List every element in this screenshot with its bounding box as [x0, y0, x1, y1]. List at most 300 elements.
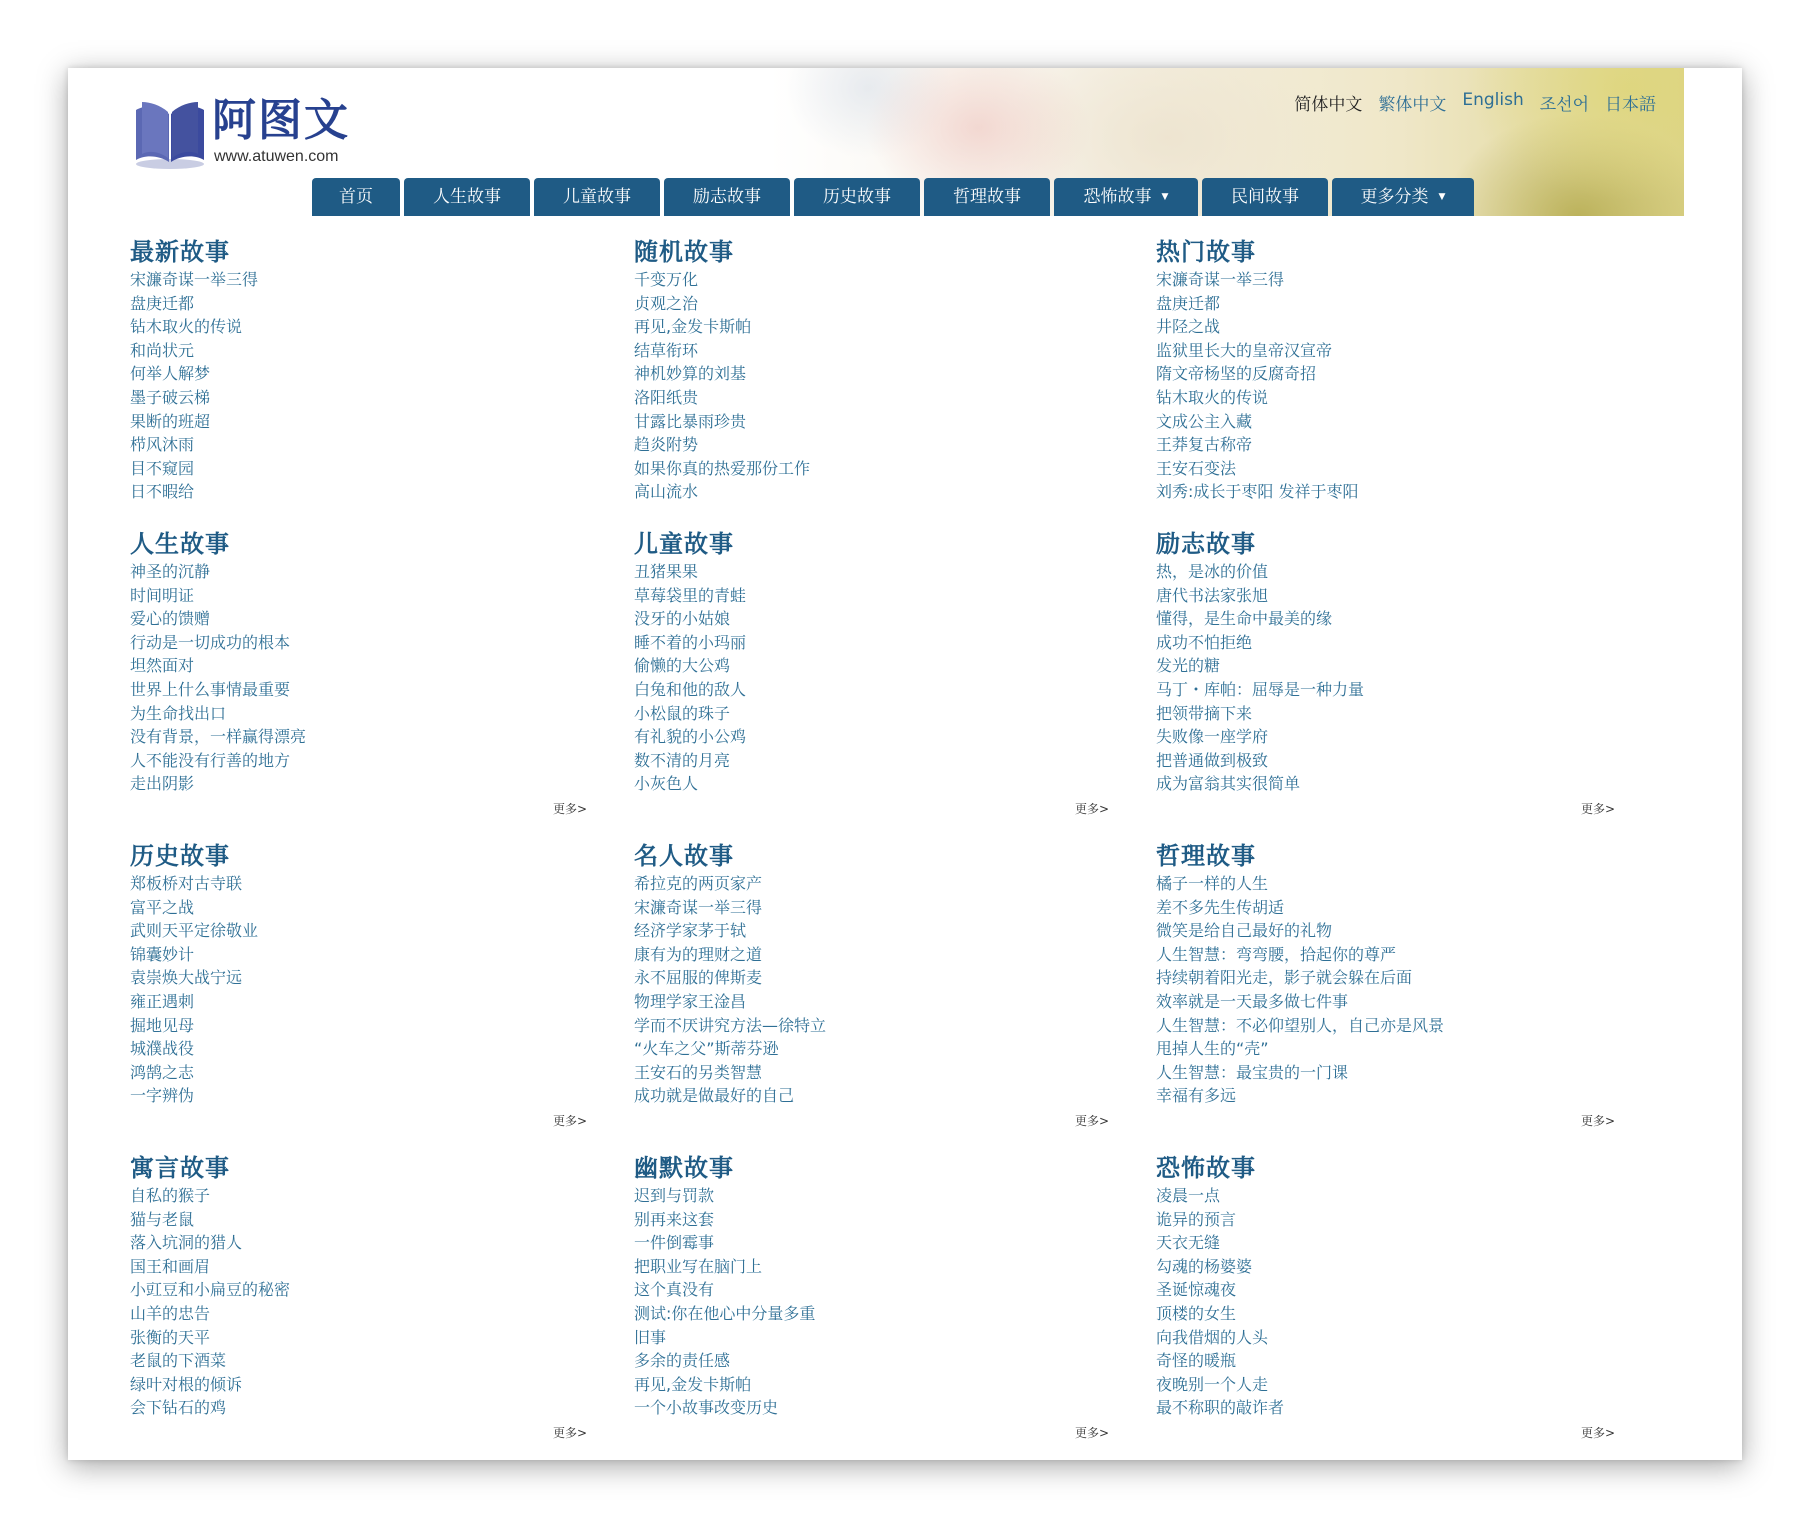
story-link[interactable]: 日不暇给: [130, 482, 195, 502]
lang-simplified-chinese[interactable]: 简体中文: [1294, 95, 1363, 115]
story-link[interactable]: 物理学家王淦昌: [634, 991, 747, 1011]
story-link[interactable]: 夜晚别一个人走: [1156, 1374, 1269, 1394]
story-link[interactable]: 盘庚迁都: [1156, 293, 1221, 313]
list-item: [634, 1302, 1104, 1326]
story-link[interactable]: 幸福有多远: [1156, 1086, 1237, 1106]
story-link[interactable]: 把普通做到极致: [1156, 750, 1269, 770]
list-item: [634, 292, 1104, 316]
list-item: [634, 1326, 1104, 1350]
nav-label: 历史故事: [823, 187, 891, 207]
nav-label: 更多分类: [1360, 187, 1429, 207]
story-link[interactable]: 行动是一切成功的根本: [130, 632, 291, 652]
story-link[interactable]: 热，是冰的价值: [1156, 562, 1269, 581]
story-link[interactable]: 成功不怕拒绝: [1156, 632, 1253, 652]
story-link[interactable]: 失败像一座学府: [1156, 727, 1269, 747]
story-list: [1156, 560, 1626, 796]
list-item: [1156, 990, 1626, 1014]
list-item: [1156, 1326, 1626, 1350]
story-link[interactable]: 老鼠的下酒菜: [130, 1351, 227, 1371]
list-item: [634, 1373, 1104, 1397]
list-item: [634, 749, 1104, 773]
story-section: [634, 236, 1104, 504]
story-link[interactable]: 城濮战役: [130, 1039, 195, 1059]
section-title[interactable]: 人生故事: [130, 530, 230, 558]
list-item: [130, 702, 600, 726]
story-link[interactable]: 甘露比暴雨珍贵: [634, 411, 747, 431]
story-section: [130, 1152, 600, 1420]
story-link[interactable]: 人生智慧：弯弯腰，拾起你的尊严: [1156, 944, 1397, 964]
list-item: [1156, 1373, 1626, 1397]
list-item: [130, 1326, 600, 1350]
list-item: [634, 990, 1104, 1014]
list-item: [1156, 654, 1626, 678]
nav-label: 恐怖故事: [1083, 187, 1152, 207]
list-item: [634, 631, 1104, 655]
story-link[interactable]: 永不屈服的俾斯麦: [634, 968, 763, 988]
list-item: [130, 654, 600, 678]
list-item: [130, 1302, 600, 1326]
story-link[interactable]: 旧事: [634, 1327, 667, 1347]
list-item: [1156, 749, 1626, 773]
story-link[interactable]: 何举人解梦: [130, 364, 211, 384]
section-title[interactable]: 哲理故事: [1156, 842, 1256, 870]
list-item: [1156, 1061, 1626, 1085]
list-item: [130, 678, 600, 702]
story-link[interactable]: 橘子一样的人生: [1156, 874, 1269, 893]
story-link[interactable]: 贞观之治: [634, 293, 699, 313]
story-link[interactable]: 王莽复古称帝: [1156, 435, 1253, 455]
list-item: [634, 943, 1104, 967]
logo-title: 阿图文: [212, 95, 350, 146]
list-item: [1156, 772, 1626, 796]
list-item: [1156, 1184, 1626, 1208]
more-link[interactable]: 更多>: [1581, 1114, 1616, 1128]
main-nav: [312, 178, 1474, 216]
more-link[interactable]: 更多>: [1075, 1426, 1110, 1440]
list-item: [130, 749, 600, 773]
nav-inspirational-stories[interactable]: [664, 178, 790, 216]
lang-japanese[interactable]: 日本語: [1605, 95, 1656, 115]
story-link[interactable]: 有礼貌的小公鸡: [634, 727, 747, 747]
list-item: [130, 772, 600, 796]
list-item: [634, 966, 1104, 990]
section-title[interactable]: 最新故事: [130, 238, 230, 266]
list-item: [634, 919, 1104, 943]
list-item: [1156, 560, 1626, 584]
list-item: [634, 1014, 1104, 1038]
more-link[interactable]: 更多>: [553, 1426, 588, 1440]
nav-life-stories[interactable]: [404, 178, 530, 216]
caret-down-icon: ▼: [1438, 192, 1446, 202]
story-section: [634, 528, 1104, 796]
list-item: [634, 480, 1104, 504]
story-link[interactable]: 成为富翁其实很简单: [1156, 774, 1301, 794]
story-link[interactable]: 马丁・库帕：屈辱是一种力量: [1156, 679, 1365, 699]
story-link[interactable]: 郑板桥对古寺联: [130, 874, 243, 893]
nav-label: 首页: [339, 187, 373, 207]
story-link[interactable]: 王安石变法: [1156, 458, 1237, 478]
story-link[interactable]: 小豇豆和小扁豆的秘密: [130, 1280, 291, 1300]
story-link[interactable]: 井陉之战: [1156, 317, 1221, 337]
list-item: [634, 410, 1104, 434]
story-link[interactable]: 小松鼠的珠子: [634, 703, 731, 723]
list-item: [634, 1349, 1104, 1373]
story-link[interactable]: 成功就是做最好的自己: [634, 1086, 795, 1106]
story-link[interactable]: 掘地见母: [130, 1015, 195, 1035]
story-list: [1156, 268, 1626, 504]
list-item: [130, 433, 600, 457]
list-item: [1156, 678, 1626, 702]
list-item: [130, 896, 600, 920]
story-link[interactable]: 天衣无缝: [1156, 1233, 1221, 1253]
list-item: [634, 433, 1104, 457]
story-link[interactable]: 鸿鹄之志: [130, 1062, 195, 1082]
list-item: [1156, 607, 1626, 631]
story-link[interactable]: 别再来这套: [634, 1209, 715, 1229]
story-link[interactable]: 山羊的忠告: [130, 1303, 211, 1323]
language-switcher: [1294, 90, 1656, 115]
story-link[interactable]: 落入坑洞的猎人: [130, 1233, 243, 1253]
nav-folk-stories[interactable]: [1202, 178, 1328, 216]
story-link[interactable]: 监狱里长大的皇帝汉宣帝: [1156, 340, 1333, 360]
list-item: [130, 966, 600, 990]
story-link[interactable]: 一件倒霉事: [634, 1233, 715, 1253]
story-link[interactable]: 刘秀:成长于枣阳 发祥于枣阳: [1156, 482, 1359, 502]
list-item: [130, 631, 600, 655]
list-item: [130, 480, 600, 504]
site-header: [108, 68, 1684, 216]
list-item: [1156, 362, 1626, 386]
story-link[interactable]: 爱心的馈赠: [130, 609, 211, 629]
story-link[interactable]: 甩掉人生的“壳”: [1156, 1039, 1269, 1059]
more-link[interactable]: 更多>: [1075, 802, 1110, 816]
page: [108, 68, 1684, 1460]
section-title[interactable]: 恐怖故事: [1156, 1154, 1256, 1182]
story-link[interactable]: 多余的责任感: [634, 1351, 731, 1371]
list-item: [1156, 315, 1626, 339]
story-link[interactable]: 人不能没有行善的地方: [130, 750, 291, 770]
list-item: [130, 607, 600, 631]
list-item: [1156, 584, 1626, 608]
story-link[interactable]: 雍正遇刺: [130, 991, 195, 1011]
story-list: [130, 560, 600, 796]
story-link[interactable]: 懂得，是生命中最美的缘: [1156, 609, 1333, 629]
story-list: [634, 1184, 1104, 1420]
section-title[interactable]: 幽默故事: [634, 1154, 734, 1182]
story-link[interactable]: 趋炎附势: [634, 435, 699, 455]
story-section: [634, 840, 1104, 1108]
list-item: [1156, 1278, 1626, 1302]
story-list: [634, 268, 1104, 504]
story-link[interactable]: 墨子破云梯: [130, 387, 211, 407]
story-link[interactable]: 猫与老鼠: [130, 1209, 195, 1229]
story-link[interactable]: 果断的班超: [130, 411, 211, 431]
list-item: [1156, 1084, 1626, 1108]
story-link[interactable]: 文成公主入藏: [1156, 411, 1253, 431]
list-item: [634, 725, 1104, 749]
story-link[interactable]: 把领带摘下来: [1156, 703, 1253, 723]
list-item: [1156, 1037, 1626, 1061]
story-link[interactable]: 奇怪的暖瓶: [1156, 1351, 1237, 1371]
more-link[interactable]: 更多>: [553, 802, 588, 816]
list-item: [1156, 292, 1626, 316]
story-link[interactable]: 没牙的小姑娘: [634, 609, 731, 629]
screenshot-frame: [68, 68, 1742, 1460]
story-link[interactable]: 宋濂奇谋一举三得: [130, 270, 259, 289]
list-item: [130, 1278, 600, 1302]
list-item: [634, 1084, 1104, 1108]
story-section: [1156, 1152, 1626, 1420]
story-link[interactable]: 差不多先生传胡适: [1156, 897, 1285, 917]
story-link[interactable]: 诡异的预言: [1156, 1209, 1237, 1229]
story-link[interactable]: 绿叶对根的倾诉: [130, 1374, 243, 1394]
story-link[interactable]: 一个小故事改变历史: [634, 1398, 779, 1418]
nav-home[interactable]: [312, 178, 400, 216]
section-title[interactable]: 热门故事: [1156, 238, 1256, 266]
story-list: [634, 872, 1104, 1108]
list-item: [1156, 268, 1626, 292]
story-link[interactable]: 康有为的理财之道: [634, 944, 763, 964]
list-item: [1156, 480, 1626, 504]
list-item: [634, 1396, 1104, 1420]
story-section: [1156, 236, 1626, 504]
list-item: [634, 457, 1104, 481]
list-item: [1156, 919, 1626, 943]
list-item: [130, 457, 600, 481]
story-link[interactable]: 持续朝着阳光走，影子就会躲在后面: [1156, 968, 1413, 988]
story-link[interactable]: 人生智慧：不必仰望别人，自己亦是风景: [1156, 1015, 1445, 1035]
story-link[interactable]: 小灰色人: [634, 774, 699, 794]
story-list: [634, 560, 1104, 796]
list-item: [634, 315, 1104, 339]
story-link[interactable]: 目不窥园: [130, 458, 195, 478]
lang-korean[interactable]: 조선어: [1539, 95, 1589, 115]
more-link[interactable]: 更多>: [1075, 1114, 1110, 1128]
list-item: [130, 990, 600, 1014]
story-link[interactable]: 向我借烟的人头: [1156, 1327, 1269, 1347]
story-link[interactable]: 再见,金发卡斯帕: [634, 1374, 752, 1394]
story-link[interactable]: 学而不厌讲究方法—徐特立: [634, 1015, 827, 1035]
section-title[interactable]: 随机故事: [634, 238, 734, 266]
list-item: [130, 1231, 600, 1255]
story-link[interactable]: 和尚状元: [130, 340, 195, 360]
story-link[interactable]: 洛阳纸贵: [634, 387, 699, 407]
story-link[interactable]: 丑猪果果: [634, 562, 699, 581]
section-title[interactable]: 儿童故事: [634, 530, 734, 558]
more-link[interactable]: 更多>: [1581, 1426, 1616, 1440]
nav-more-categories[interactable]: [1332, 178, 1474, 216]
story-list: [1156, 1184, 1626, 1420]
list-item: [130, 943, 600, 967]
list-item: [1156, 457, 1626, 481]
list-item: [130, 315, 600, 339]
story-link[interactable]: 发光的糖: [1156, 656, 1221, 676]
site-logo[interactable]: [132, 90, 362, 170]
story-link[interactable]: 神圣的沉静: [130, 562, 211, 581]
list-item: [130, 725, 600, 749]
list-item: [634, 702, 1104, 726]
lang-english[interactable]: English: [1462, 90, 1524, 110]
nav-history-stories[interactable]: [794, 178, 920, 216]
list-item: [130, 584, 600, 608]
list-item: [1156, 1349, 1626, 1373]
story-link[interactable]: 人生智慧：最宝贵的一门课: [1156, 1062, 1349, 1082]
story-link[interactable]: 自私的猴子: [130, 1186, 211, 1205]
list-item: [634, 678, 1104, 702]
story-link[interactable]: 宋濂奇谋一举三得: [634, 897, 763, 917]
nav-label: 人生故事: [433, 187, 501, 207]
story-link[interactable]: 高山流水: [634, 482, 699, 502]
story-link[interactable]: 结草衔环: [634, 340, 699, 360]
list-item: [130, 1014, 600, 1038]
story-link[interactable]: 经济学家茅于轼: [634, 921, 747, 941]
nav-label: 民间故事: [1231, 187, 1299, 207]
story-link[interactable]: 武则天平定徐敬业: [130, 921, 259, 941]
list-item: [130, 1349, 600, 1373]
list-item: [1156, 433, 1626, 457]
list-item: [130, 1208, 600, 1232]
list-item: [130, 268, 600, 292]
story-link[interactable]: 钻木取火的传说: [130, 317, 243, 337]
story-link[interactable]: 数不清的月亮: [634, 750, 731, 770]
story-link[interactable]: 隋文帝杨坚的反腐奇招: [1156, 364, 1317, 384]
story-link[interactable]: 再见,金发卡斯帕: [634, 317, 752, 337]
story-link[interactable]: 草莓袋里的青蛙: [634, 585, 747, 605]
more-link[interactable]: 更多>: [553, 1114, 588, 1128]
list-item: [1156, 410, 1626, 434]
story-link[interactable]: 会下钻石的鸡: [130, 1398, 227, 1418]
nav-label: 哲理故事: [953, 187, 1021, 207]
story-link[interactable]: 王安石的另类智慧: [634, 1062, 763, 1082]
list-item: [634, 584, 1104, 608]
story-link[interactable]: 偷懒的大公鸡: [634, 656, 731, 676]
list-item: [1156, 631, 1626, 655]
list-item: [634, 772, 1104, 796]
story-link[interactable]: 走出阴影: [130, 774, 195, 794]
list-item: [1156, 966, 1626, 990]
story-link[interactable]: 锦囊妙计: [130, 944, 195, 964]
nav-horror-stories[interactable]: [1054, 178, 1198, 216]
story-link[interactable]: 一字辨伪: [130, 1086, 195, 1106]
story-link[interactable]: 坦然面对: [130, 656, 195, 676]
list-item: [1156, 386, 1626, 410]
list-item: [634, 1061, 1104, 1085]
list-item: [634, 386, 1104, 410]
list-item: [130, 339, 600, 363]
story-link[interactable]: 睡不着的小玛丽: [634, 632, 747, 652]
nav-label: 儿童故事: [563, 187, 631, 207]
section-title[interactable]: 历史故事: [130, 842, 230, 870]
story-link[interactable]: 凌晨一点: [1156, 1186, 1221, 1205]
list-item: [634, 896, 1104, 920]
story-list: [130, 1184, 600, 1420]
list-item: [1156, 1208, 1626, 1232]
story-section: [130, 528, 600, 796]
list-item: [634, 560, 1104, 584]
list-item: [634, 268, 1104, 292]
nav-children-stories[interactable]: [534, 178, 660, 216]
section-title[interactable]: 寓言故事: [130, 1154, 230, 1182]
list-item: [1156, 872, 1626, 896]
list-item: [1156, 1231, 1626, 1255]
story-link[interactable]: 钻木取火的传说: [1156, 387, 1269, 407]
story-link[interactable]: 迟到与罚款: [634, 1186, 715, 1205]
story-link[interactable]: 圣诞惊魂夜: [1156, 1280, 1237, 1300]
story-link[interactable]: 千变万化: [634, 270, 699, 289]
book-logo-icon: [132, 90, 208, 170]
list-item: [1156, 339, 1626, 363]
list-item: [634, 654, 1104, 678]
list-item: [130, 1255, 600, 1279]
list-item: [634, 1208, 1104, 1232]
story-link[interactable]: 国王和画眉: [130, 1256, 211, 1276]
list-item: [634, 1278, 1104, 1302]
story-link[interactable]: 顶楼的女生: [1156, 1303, 1237, 1323]
list-item: [130, 1061, 600, 1085]
story-link[interactable]: 世界上什么事情最重要: [130, 679, 291, 699]
story-link[interactable]: 如果你真的热爱那份工作: [634, 458, 811, 478]
story-link[interactable]: 宋濂奇谋一举三得: [1156, 270, 1285, 289]
story-section: [130, 236, 600, 504]
story-link[interactable]: 张衡的天平: [130, 1327, 211, 1347]
list-item: [634, 607, 1104, 631]
story-section: [1156, 840, 1626, 1108]
list-item: [130, 1184, 600, 1208]
story-link[interactable]: 效率就是一天最多做七件事: [1156, 991, 1349, 1011]
list-item: [130, 1037, 600, 1061]
story-list: [130, 268, 600, 504]
list-item: [634, 1231, 1104, 1255]
list-item: [1156, 1302, 1626, 1326]
story-link[interactable]: 盘庚迁都: [130, 293, 195, 313]
story-link[interactable]: 唐代书法家张旭: [1156, 585, 1269, 605]
story-link[interactable]: “火车之父”斯蒂芬逊: [634, 1039, 779, 1059]
story-list: [130, 872, 600, 1108]
lang-traditional-chinese[interactable]: 繁体中文: [1378, 95, 1447, 115]
story-link[interactable]: 时间明证: [130, 585, 195, 605]
story-link[interactable]: 白兔和他的敌人: [634, 679, 747, 699]
list-item: [1156, 1255, 1626, 1279]
list-item: [1156, 1014, 1626, 1038]
story-link[interactable]: 栉风沐雨: [130, 435, 195, 455]
list-item: [130, 560, 600, 584]
story-link[interactable]: 袁崇焕大战宁远: [130, 968, 243, 988]
story-link[interactable]: 没有背景，一样赢得漂亮: [130, 727, 307, 747]
list-item: [130, 1084, 600, 1108]
story-link[interactable]: 这个真没有: [634, 1280, 715, 1300]
story-link[interactable]: 神机妙算的刘基: [634, 364, 747, 384]
story-link[interactable]: 希拉克的两页家产: [634, 874, 763, 893]
story-link[interactable]: 为生命找出口: [130, 703, 227, 723]
story-link[interactable]: 把职业写在脑门上: [634, 1256, 763, 1276]
list-item: [130, 1373, 600, 1397]
nav-label: 励志故事: [693, 187, 761, 207]
more-link[interactable]: 更多>: [1581, 802, 1616, 816]
nav-philosophy-stories[interactable]: [924, 178, 1050, 216]
story-link[interactable]: 勾魂的杨婆婆: [1156, 1256, 1253, 1276]
story-link[interactable]: 微笑是给自己最好的礼物: [1156, 921, 1333, 941]
list-item: [130, 872, 600, 896]
story-link[interactable]: 最不称职的敲诈者: [1156, 1398, 1285, 1418]
list-item: [130, 410, 600, 434]
list-item: [130, 386, 600, 410]
story-link[interactable]: 富平之战: [130, 897, 195, 917]
section-title[interactable]: 励志故事: [1156, 530, 1256, 558]
list-item: [1156, 1396, 1626, 1420]
section-title[interactable]: 名人故事: [634, 842, 734, 870]
list-item: [1156, 896, 1626, 920]
story-link[interactable]: 测试:你在他心中分量多重: [634, 1303, 816, 1323]
